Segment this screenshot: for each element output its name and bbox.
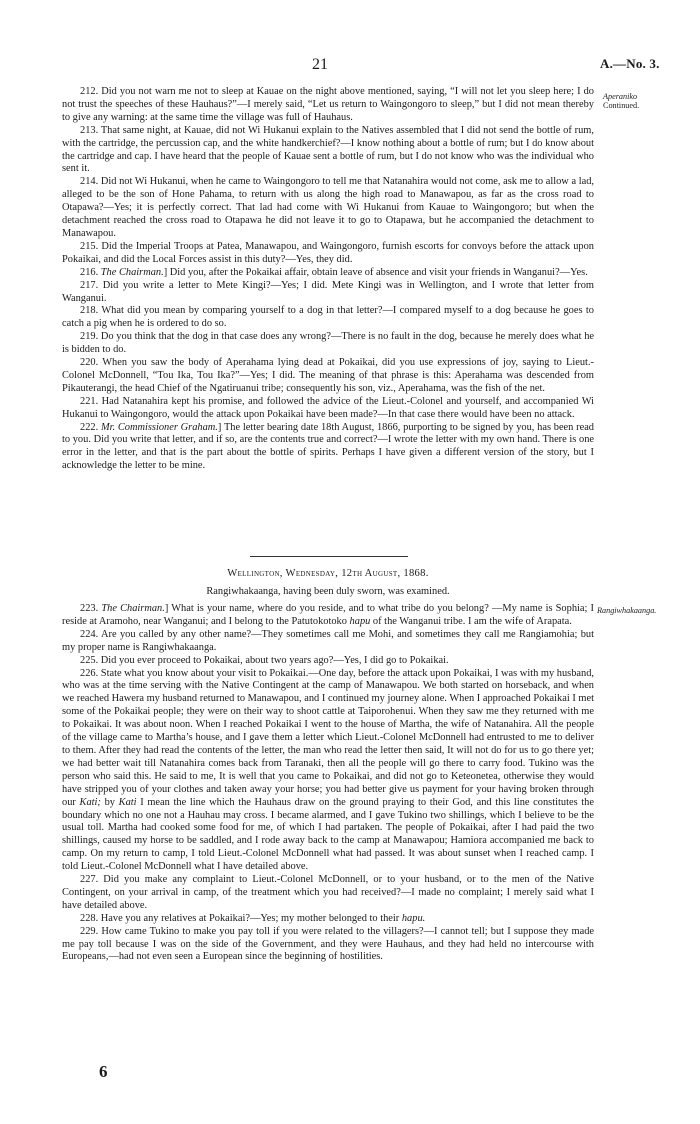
- italic-text: The Chairman.: [101, 603, 165, 614]
- witness-sworn-line: Rangiwhakaanga, having been duly sworn, was examined.: [206, 586, 450, 597]
- paragraph-text: ] The letter bearing date 18th August, 1866, purporting to be signed by you, has been read to you. Did you write that letter, and if so, are the contents true and correct?—I wrote the letter with my own hand. There is one error in the letter, and that is the part about the bottle of spirits. Perhaps I have given a different version of the story, but I acknowledge the letter to be mine.: [62, 421, 595, 472]
- paragraph-text: 223.: [80, 603, 102, 614]
- paragraph-text: by: [100, 796, 119, 808]
- session-heading: Wellington, Wednesday, 12th August, 1868.: [227, 568, 429, 579]
- testimony-paragraph: [62, 422, 594, 474]
- paragraph-text: 227. Did you make any complaint to Lieut.-Colonel McDonnell, or to your husband, or to the men of the Native Contingent, on your arrival in camp, of the treatment which you had received?—I made no complaint; I merely said what I have detailed above.: [62, 874, 594, 911]
- paragraph-text: 212. Did you not warn me not to sleep at Kauae on the night above mentioned, saying, “I will not let you sleep here; I do not trust the speeches of these Hauhaus?”—I merely said, “Let us return to Waingongoro to sleep,” but I did not mean thereby to give any warning: at the same time the village was full of Hauhaus.: [62, 86, 594, 123]
- paragraph-text: 225. Did you ever proceed to Pokaikai, about two years ago?—Yes, I did go to Pokaikai.: [80, 654, 449, 666]
- testimony-paragraph: [62, 176, 594, 241]
- paragraph-text: ] Did you, after the Pokaikai affair, obtain leave of absence and visit your friends in Wanganui?—Yes.: [163, 266, 588, 278]
- italic-text: Kati: [118, 796, 137, 808]
- italic-text: Kati;: [79, 796, 101, 808]
- testimony-paragraph: [62, 280, 594, 306]
- paragraph-text: 218. What did you mean by comparing yourself to a dog in that letter?—I compared myself to a dog because he goes to catch a pig when he is ordered to do so.: [62, 305, 594, 330]
- paragraph-text: 214. Did not Wi Hukanui, when he came to Waingongoro to tell me that Natanahira would not come, ask me to allow a lad, alleged to be the son of Hone Pahama, to return with us along the high road to Manawapou, as far as the cross road to Otapawa?—Yes; it is perfectly correct. That lad had come with Wi Hukanui from Kauae to Waingongoro; but when the detachment reached the cross road to Otapawa he did not leave it to go to Otapawa, but he accompanied the detachment to Manawapou.: [62, 176, 594, 239]
- testimony-paragraph: [62, 86, 594, 125]
- testimony-paragraph: [62, 241, 594, 267]
- testimony-paragraph: [62, 396, 594, 422]
- testimony-paragraph: [62, 668, 594, 875]
- testimony-block-1: [62, 86, 594, 473]
- margin-note-aperaniko: [603, 92, 639, 110]
- paragraph-text: 213. That same night, at Kauae, did not Wi Hukanui explain to the Natives assembled that I did not send the bottle of rum, with the cartridge, the percussion cap, and the white handkerchief?—I know nothing about a bottle of rum; but I do know about the cartridge and cap. I have heard that the people of Kauae sent a bottle of rum, but I do not know who was the individual who sent it.: [62, 124, 594, 175]
- paragraph-text: 222.: [80, 421, 101, 433]
- paragraph-text: 215. Did the Imperial Troops at Patea, Manawapou, and Waingongoro, furnish escorts for convoys before the attack upon Pokaikai, and did the Local Forces assist in this duty?—Yes, they did.: [62, 240, 594, 265]
- paragraph-text: ] What is your name, where do you reside, and to what tribe do you belong? —My name is Sophia; I reside at Aramoho, near Wanganui; and I belong to the Patutokotoko: [62, 603, 595, 627]
- paragraph-text: 216.: [80, 266, 101, 278]
- testimony-paragraph: [62, 926, 594, 965]
- margin-note-rangiwhakaanga: Rangiwhakaanga.: [597, 606, 657, 615]
- paragraph-text: 226. State what you know about your visit to Pokaikai.—One day, before the attack upon Pokaikai, I was with my husband, who was at the time serving with the Native Contingent at the camp of Manawapou. We both started on horseback, and when we reached Hawera my husband returned to Manawapou, and I continued my journey alone. When I approached Pokaikai I met some of the Pokaikai people; they were on their way to shoot cattle at Taiporohenui. When they saw me they returned with me to Pokaikai. It was about noon. When I reached Pokaikai I went to the house of Martha, the wife of Natanahira. All the people of the village came to Martha’s house, and I gave them a letter which Lieut.-Colonel McDonnell had entrusted to me to deliver to them. After they had read the contents of the letter, the man who read the letter then said, It will not do for us to go there yet; we had better wait till Natanahira comes back from Taranaki, then all the people will go there to carry food. Tukino was the person who said this. He said to me, It is well that you came to Pokaikai, and did not go to Keteonetea, otherwise they would have stripped you of your clothes and taken away your horse; you had better give us payment for your having broken through our: [62, 667, 594, 808]
- paragraph-text: 219. Do you think that the dog in that case does any wrong?—There is no fault in the dog, because he merely does what he is bidden to do.: [62, 331, 594, 356]
- margin-note-continued: Continued.: [603, 101, 640, 110]
- paragraph-text: 229. How came Tukino to make you pay toll if you were related to the villagers?—I cannot tell; but I suppose they made me pay toll because I was on the side of the Government, and they were Hauhaus, and they had held no intercourse with Europeans,—had not even seen a European since the beginning of hostilities.: [62, 925, 594, 963]
- testimony-paragraph: [62, 357, 594, 396]
- testimony-paragraph: [62, 874, 594, 913]
- margin-note-name: Aperaniko: [603, 92, 638, 101]
- paragraph-text: 217. Did you write a letter to Mete Kingi?—Yes; I did. Mete Kingi was in Wellington, and I wrote that letter from Wanganui.: [62, 279, 594, 304]
- paragraph-text: of the Wanganui tribe. I am the wife of Arapata.: [370, 615, 572, 627]
- testimony-paragraph: [62, 629, 594, 655]
- italic-text: hapu.: [401, 912, 426, 924]
- testimony-paragraph: [62, 305, 594, 331]
- italic-text: Mr. Commissioner Graham.: [100, 421, 218, 433]
- paragraph-text: 220. When you saw the body of Aperahama lying dead at Pokaikai, did you use expressions of joy, saying to Lieut.-Colonel McDonnell, “Tou Ika, Tou Ika?”—Yes; I did. The meaning of that phrase is this: Aperahama was descended from Pikauterangi, the head Chief of the Ngatiruanui tribe; consequently his son, viz., Aperahama, was the fish of the net.: [62, 357, 594, 394]
- signature-mark: 6: [99, 1062, 108, 1081]
- testimony-paragraph: [62, 913, 594, 926]
- testimony-paragraph: [62, 267, 594, 280]
- italic-text: hapu: [349, 615, 371, 627]
- section-divider: [250, 556, 408, 557]
- document-reference: A.—No. 3.: [600, 56, 660, 71]
- testimony-paragraph: [62, 655, 594, 668]
- paragraph-text: 224. Are you called by any other name?—They sometimes call me Mohi, and sometimes they call me Rangiamohia; but my proper name is Rangiwhakaanga.: [62, 628, 594, 653]
- page-number: 21: [312, 56, 328, 73]
- paragraph-text: 221. Had Natanahira kept his promise, and followed the advice of the Lieut.-Colonel and yourself, and accompanied Wi Hukanui to Waingongoro, would the attack upon Pokaikai have been made?—In that case there would have been no attack.: [62, 395, 594, 420]
- testimony-paragraph: [62, 331, 594, 357]
- paragraph-text: I mean the line which the Hauhaus draw on the ground praying to their God, and this line constitutes the boundary which no one not a Hauhau may cross. I became alarmed, and I gave Tukino two shillings, which I believe to be the usual toll. Martha had cooked some food for me, of which I had partaken. The people of Pokaikai, after I had paid the two shillings, caused my horse to be saddled, and I rode away back to the camp at Manawapou; Hamiora accompanied me back to camp. On my return to camp, I told Lieut.-Colonel McDonnell what had passed. It was about sunset when I reached camp. I told Lieut.-Colonel McDonnell what I have detailed above.: [62, 796, 594, 873]
- testimony-block-2: [62, 603, 594, 964]
- paragraph-text: 228. Have you any relatives at Pokaikai?—Yes; my mother belonged to their: [80, 912, 402, 924]
- testimony-paragraph: [62, 125, 594, 177]
- testimony-paragraph: [62, 603, 594, 629]
- italic-text: The Chairman.: [100, 266, 164, 278]
